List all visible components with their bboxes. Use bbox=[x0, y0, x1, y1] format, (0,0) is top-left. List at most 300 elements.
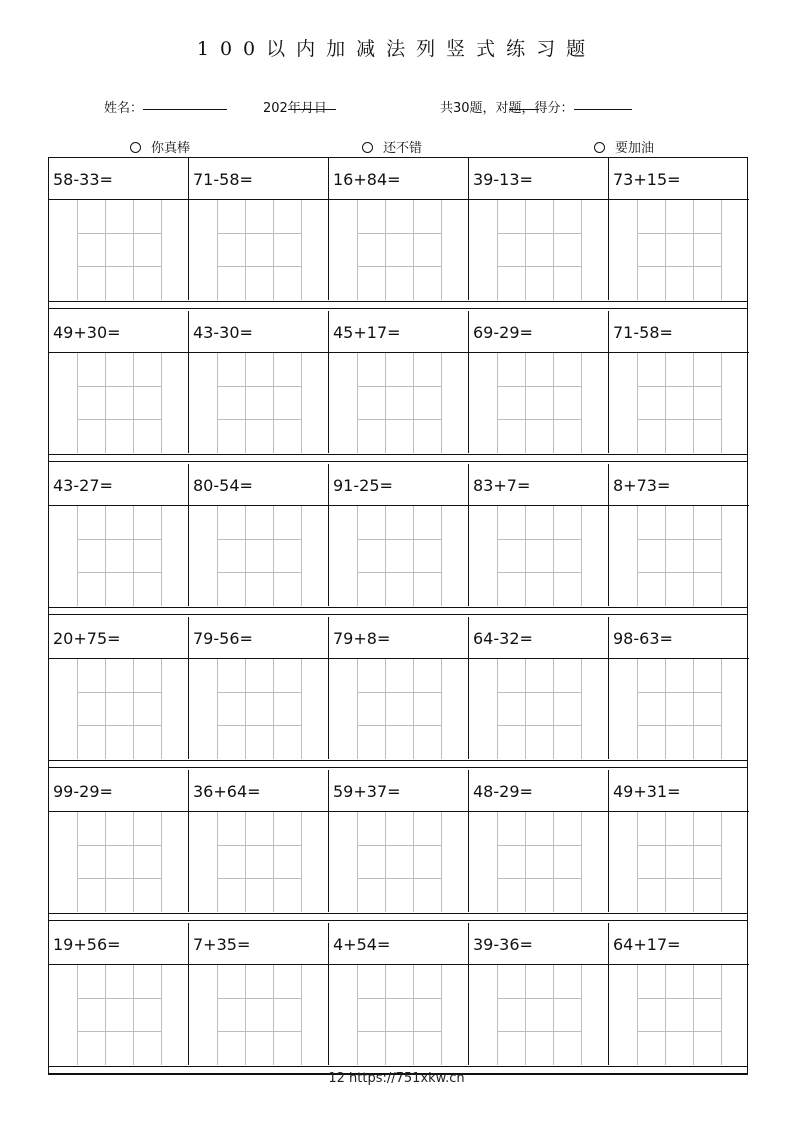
vertical-calc-grid[interactable] bbox=[77, 506, 161, 606]
problem-text: 43-27= bbox=[49, 464, 188, 506]
grid-line bbox=[581, 659, 582, 759]
grid-line bbox=[161, 965, 162, 1065]
grid-line bbox=[497, 386, 581, 387]
rating-label: 你真棒 bbox=[151, 141, 191, 156]
problem-cell bbox=[469, 770, 609, 912]
grid-line bbox=[273, 506, 274, 606]
grid-line bbox=[161, 200, 162, 300]
grid-line bbox=[77, 878, 161, 879]
problem-text: 36+64= bbox=[189, 770, 328, 812]
grid-line bbox=[133, 965, 134, 1065]
grid-line bbox=[525, 353, 526, 453]
grid-line bbox=[441, 965, 442, 1065]
problem-text: 98-63= bbox=[609, 617, 749, 659]
grid-line bbox=[497, 692, 581, 693]
problem-cell bbox=[329, 770, 469, 912]
grid-line bbox=[693, 965, 694, 1065]
problem-cell bbox=[189, 923, 329, 1065]
grid-line bbox=[357, 965, 358, 1065]
problem-text: 59+37= bbox=[329, 770, 468, 812]
grid-line bbox=[721, 659, 722, 759]
problem-cell bbox=[469, 311, 609, 453]
problem-cell bbox=[49, 158, 189, 300]
grid-line bbox=[217, 353, 218, 453]
grid-line bbox=[525, 506, 526, 606]
grid-line bbox=[385, 200, 386, 300]
grid-line bbox=[105, 812, 106, 912]
grid-line bbox=[301, 812, 302, 912]
problem-row bbox=[49, 464, 747, 606]
problem-text: 43-30= bbox=[189, 311, 328, 353]
grid-line bbox=[77, 845, 161, 846]
grid-line bbox=[357, 572, 441, 573]
grid-line bbox=[133, 659, 134, 759]
problem-cell bbox=[49, 770, 189, 912]
grid-line bbox=[357, 812, 358, 912]
name-label: 姓名： bbox=[104, 101, 144, 116]
grid-line bbox=[385, 659, 386, 759]
problem-cell bbox=[189, 158, 329, 300]
correct-blank[interactable] bbox=[509, 97, 539, 110]
problem-text: 48-29= bbox=[469, 770, 608, 812]
vertical-calc-grid[interactable] bbox=[637, 506, 721, 606]
vertical-calc-grid[interactable] bbox=[357, 353, 441, 453]
grid-line bbox=[77, 506, 78, 606]
grid-line bbox=[133, 812, 134, 912]
grid-line bbox=[525, 200, 526, 300]
grid-line bbox=[413, 353, 414, 453]
vertical-calc-grid[interactable] bbox=[357, 812, 441, 912]
grid-line bbox=[637, 845, 721, 846]
problem-cell bbox=[469, 923, 609, 1065]
grid-line bbox=[665, 506, 666, 606]
grid-line bbox=[217, 386, 301, 387]
grid-line bbox=[497, 845, 581, 846]
grid-line bbox=[357, 539, 441, 540]
grid-line bbox=[553, 812, 554, 912]
grid-line bbox=[385, 353, 386, 453]
problem-cell bbox=[49, 617, 189, 759]
grid-line bbox=[105, 353, 106, 453]
rating-option-great[interactable] bbox=[130, 137, 190, 156]
row-separator bbox=[49, 913, 747, 921]
grid-line bbox=[77, 692, 161, 693]
grid-line bbox=[77, 572, 161, 573]
problem-text: 19+56= bbox=[49, 923, 188, 965]
grid-line bbox=[637, 386, 721, 387]
grid-line bbox=[133, 353, 134, 453]
grid-line bbox=[693, 200, 694, 300]
grid-line bbox=[693, 659, 694, 759]
total-text: 共30题，对 bbox=[440, 101, 509, 116]
grid-line bbox=[217, 845, 301, 846]
grid-line bbox=[441, 200, 442, 300]
grid-line bbox=[497, 998, 581, 999]
grid-line bbox=[273, 200, 274, 300]
problem-text: 8+73= bbox=[609, 464, 749, 506]
grid-line bbox=[665, 353, 666, 453]
exercise-grid bbox=[48, 157, 748, 1075]
problem-text: 64-32= bbox=[469, 617, 608, 659]
problem-text: 79+8= bbox=[329, 617, 468, 659]
radio-circle-icon[interactable] bbox=[362, 142, 373, 153]
radio-circle-icon[interactable] bbox=[594, 142, 605, 153]
vertical-calc-grid[interactable] bbox=[497, 506, 581, 606]
grid-line bbox=[497, 725, 581, 726]
problem-text: 91-25= bbox=[329, 464, 468, 506]
rating-label: 还不错 bbox=[383, 141, 423, 156]
grid-line bbox=[217, 539, 301, 540]
grid-line bbox=[497, 506, 498, 606]
problem-cell bbox=[469, 464, 609, 606]
grid-line bbox=[385, 812, 386, 912]
grid-line bbox=[301, 353, 302, 453]
problem-text: 99-29= bbox=[49, 770, 188, 812]
problem-text: 39-36= bbox=[469, 923, 608, 965]
grid-line bbox=[77, 725, 161, 726]
grid-line bbox=[77, 812, 78, 912]
grid-line bbox=[245, 965, 246, 1065]
rating-label: 要加油 bbox=[615, 141, 655, 156]
grid-line bbox=[637, 659, 638, 759]
vertical-calc-grid[interactable] bbox=[217, 200, 301, 300]
grid-line bbox=[217, 878, 301, 879]
problem-text: 71-58= bbox=[609, 311, 749, 353]
vertical-calc-grid[interactable] bbox=[497, 200, 581, 300]
grid-line bbox=[301, 200, 302, 300]
problem-cell bbox=[609, 311, 749, 453]
grid-line bbox=[637, 1031, 721, 1032]
grid-line bbox=[357, 725, 441, 726]
grid-line bbox=[581, 506, 582, 606]
grid-line bbox=[525, 812, 526, 912]
vertical-calc-grid[interactable] bbox=[637, 353, 721, 453]
grid-line bbox=[357, 386, 441, 387]
grid-line bbox=[497, 878, 581, 879]
problem-row bbox=[49, 311, 747, 453]
name-field[interactable] bbox=[104, 97, 143, 116]
grid-line bbox=[413, 659, 414, 759]
radio-circle-icon[interactable] bbox=[130, 142, 141, 153]
grid-line bbox=[77, 386, 161, 387]
grid-line bbox=[553, 506, 554, 606]
grid-line bbox=[301, 659, 302, 759]
rating-option-try-harder[interactable] bbox=[594, 137, 654, 156]
grid-line bbox=[413, 200, 414, 300]
grid-line bbox=[637, 878, 721, 879]
vertical-calc-grid[interactable] bbox=[77, 659, 161, 759]
grid-line bbox=[441, 659, 442, 759]
page-title: 100以内加减法列竖式练习题 bbox=[196, 38, 597, 60]
grid-line bbox=[637, 233, 721, 234]
grid-line bbox=[497, 659, 498, 759]
problem-cell bbox=[329, 617, 469, 759]
grid-line bbox=[581, 353, 582, 453]
date-field[interactable] bbox=[263, 97, 327, 116]
grid-line bbox=[441, 506, 442, 606]
problem-text: 7+35= bbox=[189, 923, 328, 965]
vertical-calc-grid[interactable] bbox=[357, 659, 441, 759]
grid-line bbox=[357, 233, 441, 234]
problem-text: 49+30= bbox=[49, 311, 188, 353]
grid-line bbox=[77, 266, 161, 267]
vertical-calc-grid[interactable] bbox=[497, 353, 581, 453]
vertical-calc-grid[interactable] bbox=[357, 200, 441, 300]
grid-line bbox=[357, 506, 358, 606]
year-prefix: 202 bbox=[263, 101, 288, 116]
grid-line bbox=[721, 506, 722, 606]
vertical-calc-grid[interactable] bbox=[217, 812, 301, 912]
grid-line bbox=[217, 692, 301, 693]
grid-line bbox=[553, 200, 554, 300]
grid-line bbox=[665, 659, 666, 759]
problem-cell bbox=[329, 923, 469, 1065]
vertical-calc-grid[interactable] bbox=[357, 965, 441, 1065]
grid-line bbox=[217, 572, 301, 573]
grid-line bbox=[77, 200, 78, 300]
grid-line bbox=[273, 353, 274, 453]
problem-text: 20+75= bbox=[49, 617, 188, 659]
grid-line bbox=[497, 419, 581, 420]
grid-line bbox=[245, 659, 246, 759]
grid-line bbox=[161, 506, 162, 606]
vertical-calc-grid[interactable] bbox=[77, 965, 161, 1065]
grid-line bbox=[77, 539, 161, 540]
vertical-calc-grid[interactable] bbox=[77, 812, 161, 912]
grid-line bbox=[77, 965, 78, 1065]
problem-cell bbox=[609, 158, 749, 300]
page-footer: 12 https://751xkw.cn bbox=[328, 1071, 465, 1086]
problem-cell bbox=[189, 617, 329, 759]
grid-line bbox=[637, 506, 638, 606]
grid-line bbox=[637, 965, 638, 1065]
grid-line bbox=[77, 659, 78, 759]
grid-line bbox=[721, 965, 722, 1065]
row-separator bbox=[49, 301, 747, 309]
grid-line bbox=[497, 233, 581, 234]
problem-cell bbox=[189, 464, 329, 606]
grid-line bbox=[161, 659, 162, 759]
grid-line bbox=[693, 353, 694, 453]
problem-row bbox=[49, 923, 747, 1065]
problem-cell bbox=[329, 464, 469, 606]
grid-line bbox=[245, 353, 246, 453]
grid-line bbox=[693, 812, 694, 912]
grid-line bbox=[217, 1031, 301, 1032]
grid-line bbox=[553, 353, 554, 453]
grid-line bbox=[637, 812, 638, 912]
grid-line bbox=[637, 539, 721, 540]
grid-line bbox=[217, 812, 218, 912]
problem-cell bbox=[189, 311, 329, 453]
grid-line bbox=[357, 419, 441, 420]
grid-line bbox=[105, 659, 106, 759]
grid-line bbox=[357, 659, 358, 759]
grid-line bbox=[413, 506, 414, 606]
problem-cell bbox=[609, 617, 749, 759]
problem-cell bbox=[49, 923, 189, 1065]
problem-cell bbox=[49, 464, 189, 606]
grid-line bbox=[77, 1031, 161, 1032]
grid-line bbox=[665, 965, 666, 1065]
grid-line bbox=[581, 965, 582, 1065]
grid-line bbox=[553, 965, 554, 1065]
grid-line bbox=[77, 419, 161, 420]
grid-line bbox=[245, 812, 246, 912]
grid-line bbox=[385, 965, 386, 1065]
vertical-calc-grid[interactable] bbox=[217, 506, 301, 606]
grid-line bbox=[637, 725, 721, 726]
grid-line bbox=[497, 266, 581, 267]
day-blank[interactable] bbox=[314, 97, 336, 110]
grid-line bbox=[77, 998, 161, 999]
problem-row bbox=[49, 617, 747, 759]
score-label: 题，得分： bbox=[508, 101, 574, 116]
problem-text: 80-54= bbox=[189, 464, 328, 506]
grid-line bbox=[217, 725, 301, 726]
vertical-calc-grid[interactable] bbox=[77, 353, 161, 453]
grid-line bbox=[637, 200, 638, 300]
problem-cell bbox=[469, 158, 609, 300]
vertical-calc-grid[interactable] bbox=[217, 659, 301, 759]
row-separator bbox=[49, 454, 747, 462]
grid-line bbox=[413, 965, 414, 1065]
grid-line bbox=[245, 200, 246, 300]
month-label: 月 bbox=[300, 101, 314, 116]
problem-cell bbox=[609, 464, 749, 606]
problem-text: 16+84= bbox=[329, 158, 468, 200]
problem-cell bbox=[329, 158, 469, 300]
score-field[interactable] bbox=[440, 97, 574, 116]
grid-line bbox=[497, 1031, 581, 1032]
grid-line bbox=[497, 353, 498, 453]
problem-cell bbox=[189, 770, 329, 912]
grid-line bbox=[581, 200, 582, 300]
grid-line bbox=[637, 353, 638, 453]
grid-line bbox=[273, 965, 274, 1065]
problem-text: 39-13= bbox=[469, 158, 608, 200]
grid-line bbox=[301, 506, 302, 606]
grid-line bbox=[637, 692, 721, 693]
grid-line bbox=[105, 506, 106, 606]
grid-line bbox=[77, 353, 78, 453]
grid-line bbox=[497, 965, 498, 1065]
grid-line bbox=[665, 200, 666, 300]
grid-line bbox=[413, 812, 414, 912]
problem-text: 49+31= bbox=[609, 770, 749, 812]
problem-cell bbox=[329, 311, 469, 453]
grid-line bbox=[497, 539, 581, 540]
day-label: 日 bbox=[313, 101, 327, 116]
vertical-calc-grid[interactable] bbox=[497, 659, 581, 759]
grid-line bbox=[637, 572, 721, 573]
row-separator bbox=[49, 607, 747, 615]
grid-line bbox=[385, 506, 386, 606]
problem-text: 71-58= bbox=[189, 158, 328, 200]
problem-cell bbox=[609, 770, 749, 912]
problem-cell bbox=[609, 923, 749, 1065]
vertical-calc-grid[interactable] bbox=[217, 353, 301, 453]
grid-line bbox=[357, 692, 441, 693]
grid-line bbox=[217, 998, 301, 999]
grid-line bbox=[637, 998, 721, 999]
grid-line bbox=[273, 812, 274, 912]
grid-line bbox=[721, 812, 722, 912]
grid-line bbox=[721, 200, 722, 300]
grid-line bbox=[497, 572, 581, 573]
vertical-calc-grid[interactable] bbox=[637, 659, 721, 759]
grid-line bbox=[217, 506, 218, 606]
problem-text: 69-29= bbox=[469, 311, 608, 353]
vertical-calc-grid[interactable] bbox=[497, 965, 581, 1065]
problem-text: 58-33= bbox=[49, 158, 188, 200]
problem-text: 45+17= bbox=[329, 311, 468, 353]
vertical-calc-grid[interactable] bbox=[217, 965, 301, 1065]
problem-row bbox=[49, 770, 747, 912]
rating-option-good[interactable] bbox=[362, 137, 422, 156]
problem-row bbox=[49, 158, 747, 300]
grid-line bbox=[105, 965, 106, 1065]
grid-line bbox=[217, 659, 218, 759]
grid-line bbox=[357, 266, 441, 267]
row-separator bbox=[49, 760, 747, 768]
vertical-calc-grid[interactable] bbox=[77, 200, 161, 300]
grid-line bbox=[553, 659, 554, 759]
grid-line bbox=[133, 506, 134, 606]
grid-line bbox=[441, 812, 442, 912]
grid-line bbox=[525, 659, 526, 759]
grid-line bbox=[525, 965, 526, 1065]
grid-line bbox=[301, 965, 302, 1065]
vertical-calc-grid[interactable] bbox=[637, 200, 721, 300]
vertical-calc-grid[interactable] bbox=[357, 506, 441, 606]
name-blank[interactable] bbox=[143, 97, 227, 110]
year-label: 年 bbox=[287, 101, 301, 116]
problem-text: 83+7= bbox=[469, 464, 608, 506]
problem-text: 64+17= bbox=[609, 923, 749, 965]
grid-line bbox=[161, 812, 162, 912]
grid-line bbox=[637, 419, 721, 420]
grid-line bbox=[217, 965, 218, 1065]
problem-cell bbox=[469, 617, 609, 759]
vertical-calc-grid[interactable] bbox=[637, 812, 721, 912]
grid-line bbox=[441, 353, 442, 453]
grid-line bbox=[217, 233, 301, 234]
grid-line bbox=[357, 998, 441, 999]
grid-line bbox=[357, 878, 441, 879]
grid-line bbox=[77, 233, 161, 234]
grid-line bbox=[637, 266, 721, 267]
grid-line bbox=[665, 812, 666, 912]
grid-line bbox=[357, 200, 358, 300]
grid-line bbox=[497, 812, 498, 912]
grid-line bbox=[217, 266, 301, 267]
vertical-calc-grid[interactable] bbox=[497, 812, 581, 912]
grid-line bbox=[105, 200, 106, 300]
grid-line bbox=[217, 200, 218, 300]
vertical-calc-grid[interactable] bbox=[637, 965, 721, 1065]
grid-line bbox=[133, 200, 134, 300]
grid-line bbox=[721, 353, 722, 453]
grid-line bbox=[357, 353, 358, 453]
problem-cell bbox=[49, 311, 189, 453]
grid-line bbox=[357, 1031, 441, 1032]
grid-line bbox=[245, 506, 246, 606]
grid-line bbox=[497, 200, 498, 300]
grid-line bbox=[581, 812, 582, 912]
problem-text: 79-56= bbox=[189, 617, 328, 659]
score-blank[interactable] bbox=[574, 97, 632, 110]
